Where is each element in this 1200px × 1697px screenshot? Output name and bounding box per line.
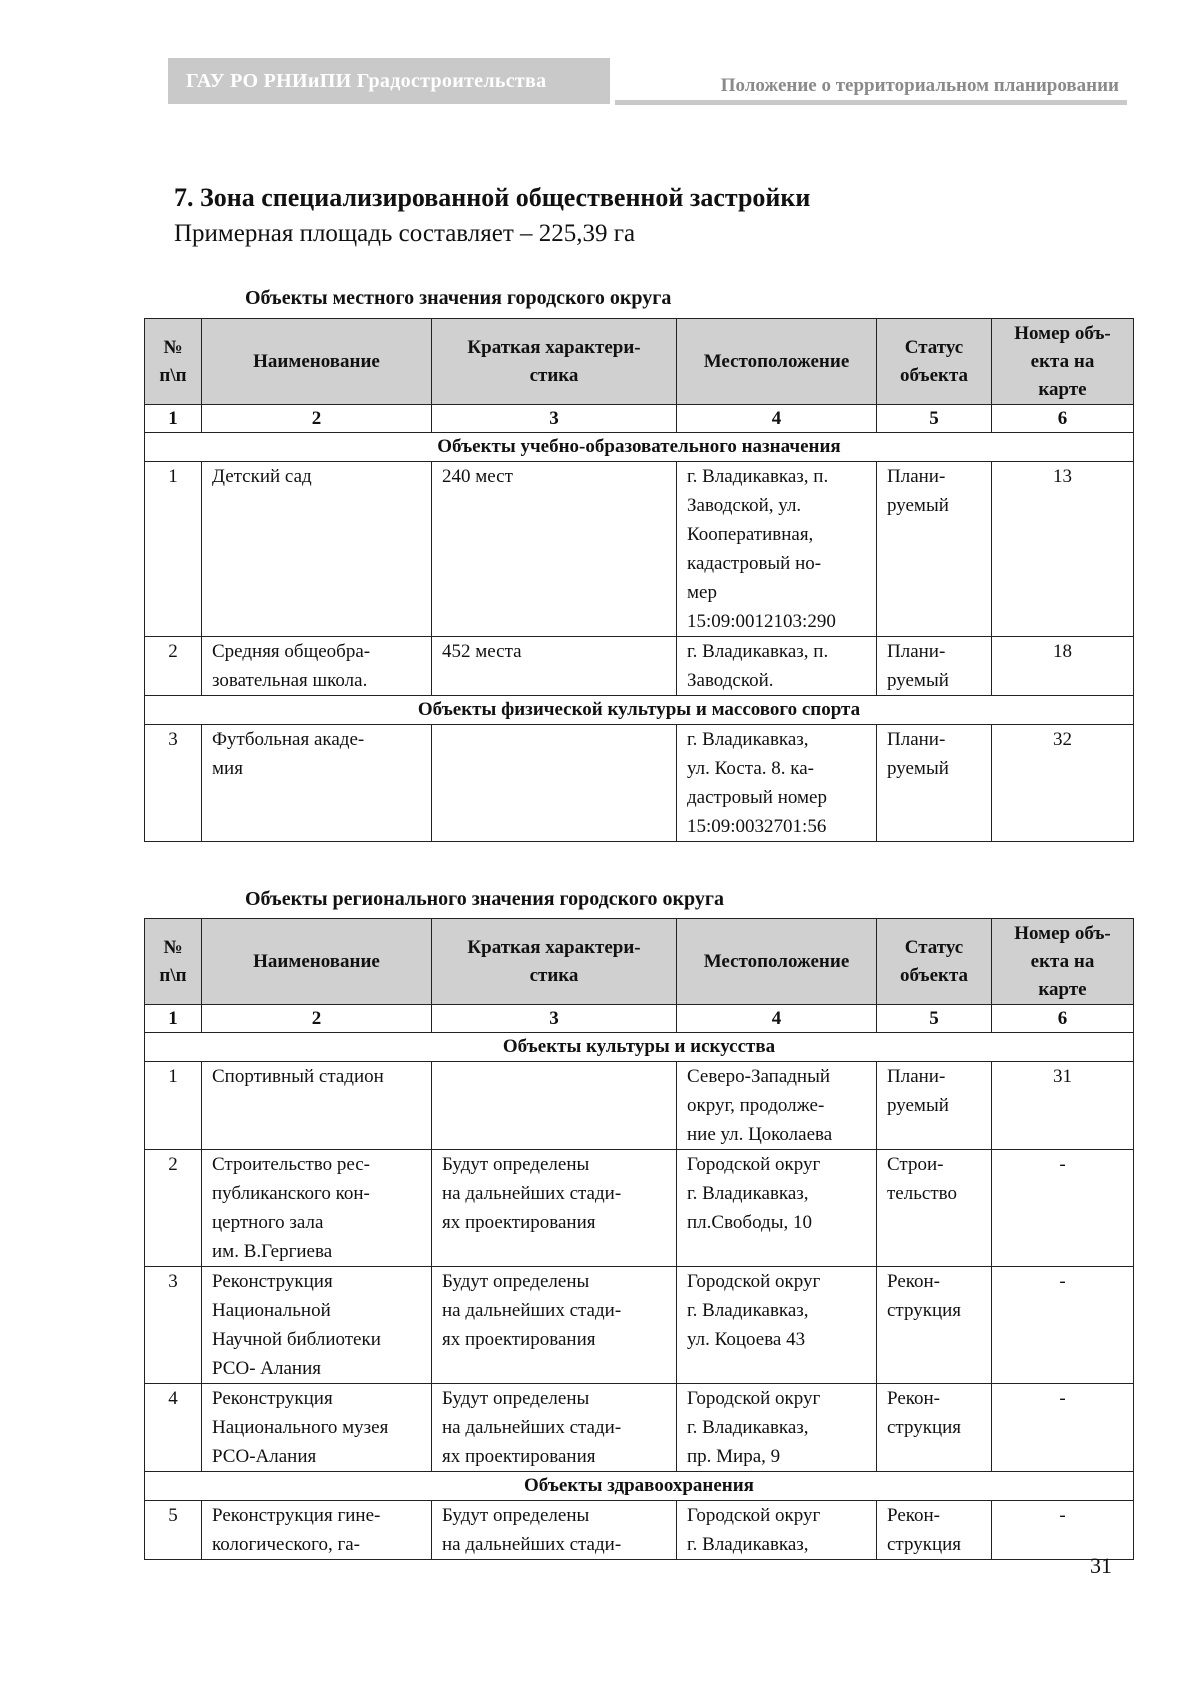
map-number: 13 [992,462,1134,637]
page-number: 31 [1090,1553,1112,1578]
header-description [432,319,677,405]
cell-line: г. Владикавказ, [687,1183,809,1204]
object-description [432,462,677,637]
column-number: 3 [432,405,677,433]
cell-line: на дальнейших стади- [442,1417,622,1438]
cell-line: Рекон- [887,1388,941,1409]
cell-line: Номер объ- [1014,322,1111,344]
row-number: 2 [145,637,202,696]
cell-line: зовательная школа. [212,670,368,691]
cell-line: объекта [899,364,969,386]
cell-line: ях проектирования [442,1212,596,1233]
cell-line: на дальнейших стади- [442,1534,622,1555]
table-row [145,1150,1134,1267]
object-location [677,1384,877,1472]
table-row [145,1267,1134,1384]
cell-line: Будут определены [442,1388,590,1409]
cell-line: г. Владикавказ, [687,1534,809,1555]
cell-line: Национальной [212,1300,331,1321]
cell-line: ние ул. Цоколаева [687,1124,833,1145]
cell-line: руемый [887,495,949,516]
object-location [677,1267,877,1384]
header-name [202,919,432,1005]
cell-line: пр. Мира, 9 [687,1446,781,1467]
cell-line: ях проектирования [442,1329,596,1350]
table-row [145,1501,1134,1560]
cell-line: мер [687,582,717,603]
group-row [145,433,1134,462]
column-number: 4 [677,405,877,433]
map-number: - [992,1501,1134,1560]
cell-line: на дальнейших стади- [442,1183,622,1204]
cell-line: Будут определены [442,1154,590,1175]
cell-line: 15:09:0012103:290 [687,611,836,632]
row-number: 1 [145,462,202,637]
row-number: 4 [145,1384,202,1472]
cell-line: Плани- [887,1066,946,1087]
map-number: - [992,1267,1134,1384]
cell-line: Номер объ- [1014,922,1111,944]
group-row [145,1033,1134,1062]
object-name [202,1501,432,1560]
header-location [677,319,877,405]
object-status [877,1150,992,1267]
cell-line: пл.Свободы, 10 [687,1212,812,1233]
cell-line: Плани- [887,641,946,662]
row-number: 1 [145,1062,202,1150]
cell-line: г. Владикавказ, [687,729,809,750]
cell-line: 240 мест [442,466,513,487]
cell-line: Футбольная акаде- [212,729,365,750]
cell-line: публиканского кон- [212,1183,370,1204]
object-name [202,1062,432,1150]
cell-line: г. Владикавказ, [687,1417,809,1438]
table-header-row [145,919,1134,1005]
header-number [145,319,202,405]
column-number: 2 [202,1005,432,1033]
table-caption-regional: Объекты регионального значения городского округа [245,888,724,910]
cell-line: Местоположение [703,350,850,372]
group-row [145,1472,1134,1501]
cell-line: Плани- [887,729,946,750]
object-location [677,462,877,637]
object-description [432,637,677,696]
map-number: - [992,1150,1134,1267]
cell-line: ул. Коста. 8. ка- [687,758,814,779]
header-name [202,319,432,405]
header-document-title: Положение о территориальном планировании [720,75,1119,96]
column-number: 5 [877,405,992,433]
table-regional-objects [144,918,1134,1560]
cell-line: Статус [904,936,964,958]
cell-line: 452 места [442,641,522,662]
table-row [145,725,1134,842]
table-row [145,637,1134,696]
cell-line: Детский сад [212,466,312,487]
cell-line: Местоположение [703,950,850,972]
object-location [677,637,877,696]
object-description [432,1150,677,1267]
cell-line: руемый [887,1095,949,1116]
object-status [877,1267,992,1384]
cell-line: Строи- [887,1154,944,1175]
section-title: 7. Зона специализированной общественной застройки [174,183,811,212]
object-status [877,1501,992,1560]
table-row [145,1384,1134,1472]
object-description [432,1384,677,1472]
cell-line: Наименование [253,950,380,972]
column-number: 6 [992,1005,1134,1033]
object-name [202,725,432,842]
group-title: Объекты здравоохранения [145,1472,1134,1501]
header-status [877,919,992,1005]
object-name [202,462,432,637]
table-caption-local: Объекты местного значения городского округа [245,287,672,309]
cell-line: объекта [899,964,969,986]
object-status [877,462,992,637]
map-number: 18 [992,637,1134,696]
header-map-number [992,919,1134,1005]
object-location [677,1501,877,1560]
cell-line: стика [529,964,579,986]
object-location [677,725,877,842]
cell-line: екта на [1030,350,1095,372]
cell-line: г. Владикавказ, [687,1300,809,1321]
column-number: 5 [877,1005,992,1033]
cell-line: им. В.Гергиева [212,1241,333,1262]
cell-line: г. Владикавказ, п. [687,641,829,662]
column-number: 6 [992,405,1134,433]
cell-line: Национального музея [212,1417,389,1438]
cell-line: Строительство рес- [212,1154,371,1175]
cell-line: Статус [904,336,964,358]
cell-line: руемый [887,670,949,691]
cell-line: ул. Коцоева 43 [687,1329,806,1350]
group-title: Объекты физической культуры и массового спорта [145,696,1134,725]
object-location [677,1150,877,1267]
object-location [677,1062,877,1150]
cell-line: 15:09:0032701:56 [687,816,827,837]
group-row [145,696,1134,725]
cell-line: дастровый номер [687,787,827,808]
object-name [202,1150,432,1267]
table-row [145,462,1134,637]
cell-line: Заводской, ул. [687,495,802,516]
cell-line: Рекон- [887,1271,941,1292]
header-number [145,919,202,1005]
object-status [877,725,992,842]
cell-line: п\п [159,964,187,986]
column-number: 2 [202,405,432,433]
cell-line: на дальнейших стади- [442,1300,622,1321]
cell-line: стика [529,364,579,386]
column-number-row [145,1005,1134,1033]
cell-line: ях проектирования [442,1446,596,1467]
row-number: 3 [145,1267,202,1384]
cell-line: Заводской. [687,670,774,691]
cell-line: РСО-Алания [212,1446,317,1467]
object-status [877,1062,992,1150]
object-name [202,1384,432,1472]
cell-line: Будут определены [442,1271,590,1292]
cell-line: Городской округ [687,1271,821,1292]
cell-line: струкция [887,1417,962,1438]
cell-line: Спортивный стадион [212,1066,384,1087]
object-status [877,637,992,696]
map-number: 31 [992,1062,1134,1150]
cell-line: Реконструкция [212,1388,333,1409]
cell-line: Северо-Западный [687,1066,831,1087]
cell-line: п\п [159,364,187,386]
group-title: Объекты учебно-образовательного назначения [145,433,1134,462]
cell-line: г. Владикавказ, п. [687,466,829,487]
object-name [202,637,432,696]
object-description [432,1501,677,1560]
cell-line: кологического, га- [212,1534,360,1555]
cell-line: округ, продолже- [687,1095,825,1116]
row-number: 2 [145,1150,202,1267]
cell-line: карте [1038,978,1087,1000]
table-local-objects [144,318,1134,842]
row-number: 3 [145,725,202,842]
cell-line: № [163,936,183,958]
group-title: Объекты культуры и искусства [145,1033,1134,1062]
map-number: 32 [992,725,1134,842]
cell-line: екта на [1030,950,1095,972]
object-description [432,1062,677,1150]
cell-line: Наименование [253,350,380,372]
cell-line: Научной библиотеки [212,1329,381,1350]
header-organization: ГАУ РО РНИиПИ Градостроительства [168,58,610,104]
column-number: 1 [145,1005,202,1033]
cell-line: Реконструкция [212,1271,333,1292]
cell-line: руемый [887,758,949,779]
object-name [202,1267,432,1384]
cell-line: РСО- Алания [212,1358,321,1379]
header-status [877,319,992,405]
cell-line: карте [1038,378,1087,400]
cell-line: № [163,336,183,358]
column-number: 4 [677,1005,877,1033]
object-description [432,725,677,842]
cell-line: Плани- [887,466,946,487]
row-number: 5 [145,1501,202,1560]
column-number: 1 [145,405,202,433]
header-map-number [992,319,1134,405]
table-row [145,1062,1134,1150]
cell-line: Средняя общеобра- [212,641,371,662]
section-subtitle: Примерная площадь составляет – 225,39 га [174,220,636,247]
cell-line: цертного зала [212,1212,324,1233]
cell-line: Городской округ [687,1154,821,1175]
cell-line: тельство [887,1183,957,1204]
column-number: 3 [432,1005,677,1033]
object-description [432,1267,677,1384]
header-rule [615,100,1127,105]
header-description [432,919,677,1005]
cell-line: струкция [887,1534,962,1555]
cell-line: мия [212,758,243,779]
cell-line: Рекон- [887,1505,941,1526]
cell-line: кадастровый но- [687,553,822,574]
header-location [677,919,877,1005]
cell-line: Городской округ [687,1388,821,1409]
object-status [877,1384,992,1472]
cell-line: Городской округ [687,1505,821,1526]
cell-line: Краткая характери- [467,936,641,958]
column-number-row [145,405,1134,433]
cell-line: струкция [887,1300,962,1321]
cell-line: Реконструкция гине- [212,1505,381,1526]
cell-line: Краткая характери- [467,336,641,358]
table-header-row [145,319,1134,405]
map-number: - [992,1384,1134,1472]
cell-line: Кооперативная, [687,524,814,545]
cell-line: Будут определены [442,1505,590,1526]
